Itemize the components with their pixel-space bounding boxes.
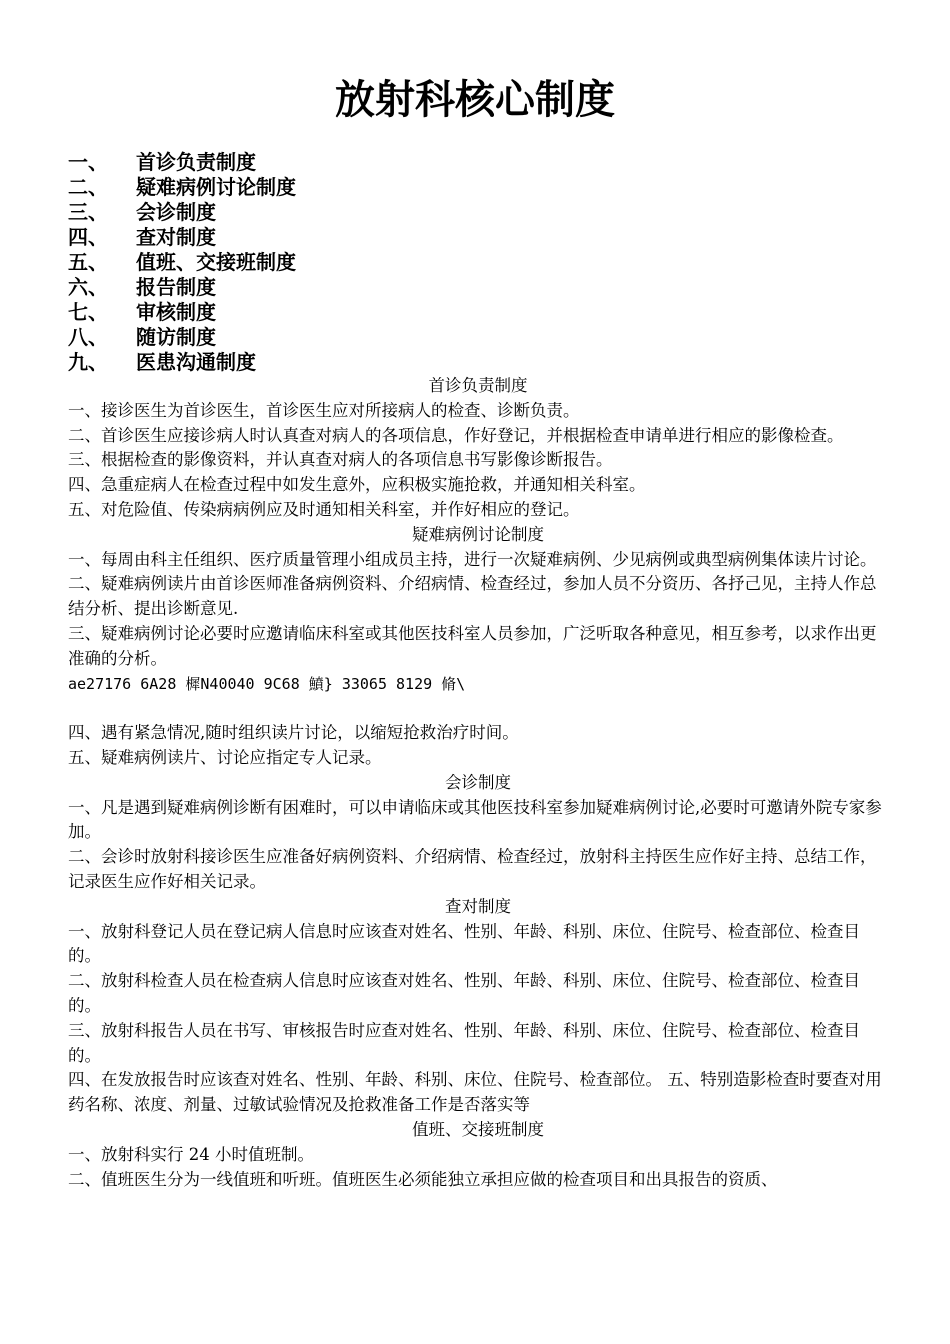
toc-item <box>68 200 296 225</box>
toc-item-number: 一、 <box>68 150 108 174</box>
toc-item-number: 八、 <box>68 325 108 349</box>
toc-item-label: 审核制度 <box>136 300 216 324</box>
toc-item-number: 七、 <box>68 300 108 324</box>
paragraph: 五、对危险值、传染病病例应及时通知相关科室，并作好相应的登记。 <box>68 499 580 519</box>
document-body <box>68 374 888 1192</box>
toc-item-label: 首诊负责制度 <box>136 150 256 174</box>
toc-item <box>68 300 296 325</box>
section-heading: 值班、交接班制度 <box>412 1119 544 1139</box>
section-duty <box>68 1118 888 1192</box>
paragraph: 二、放射科检查人员在检查病人信息时应该查对姓名、性别、年龄、科别、床位、住院号、检查部位、检查目的。 <box>68 971 860 1015</box>
paragraph: 四、急重症病人在检查过程中如发生意外，应积极实施抢救，并通知相关科室。 <box>68 475 646 495</box>
paragraph: 四、遇有紧急情况,随时组织读片讨论，以缩短抢救治疗时间。 <box>68 723 519 743</box>
paragraph: 一、放射科实行 24 小时值班制。 <box>68 1144 314 1164</box>
paragraph: 五、疑难病例读片、讨论应指定专人记录。 <box>68 747 382 767</box>
toc-item-number: 二、 <box>68 175 108 199</box>
toc-item <box>68 150 296 175</box>
toc-item-number: 四、 <box>68 225 108 249</box>
toc-item <box>68 350 296 375</box>
paragraph: 四、在发放报告时应该查对姓名、性别、年龄、科别、床位、住院号、检查部位。 五、特别造影检查时要查对用药名称、浓度、剂量、过敏试验情况及抢救准备工作是否落实等 <box>68 1070 882 1115</box>
toc-item-number: 六、 <box>68 275 108 299</box>
section-verification <box>68 895 888 1118</box>
paragraph: 二、值班医生分为一线值班和听班。值班医生必须能独立承担应做的检查项目和出具报告的资质、 <box>68 1169 778 1189</box>
table-of-contents <box>68 150 296 375</box>
paragraph: 三、放射科报告人员在书写、审核报告时应查对姓名、性别、年龄、科别、床位、住院号、检查部位、检查目的。 <box>68 1020 860 1065</box>
encoded-text-line: ae27176 6A28 樨N40040 9C68 鱝} 33065 8129 脩\ <box>68 674 466 693</box>
paragraph: 一、每周由科主任组织、医疗质量管理小组成员主持，进行一次疑难病例、少见病例或典型病例集体读片讨论。 <box>68 549 877 569</box>
paragraph: 二、会诊时放射科接诊医生应准备好病例资料、介绍病情、检查经过，放射科主持医生应作好主持、总结工作，记录医生应作好相关记录。 <box>68 847 877 891</box>
paragraph: 二、疑难病例读片由首诊医师准备病例资料、介绍病情、检查经过，参加人员不分资历、各抒己见，主持人作总结分析、提出诊断意见. <box>68 574 877 619</box>
paragraph: 三、根据检查的影像资料，并认真查对病人的各项信息书写影像诊断报告。 <box>68 450 613 470</box>
toc-item-label: 值班、交接班制度 <box>136 250 296 274</box>
toc-item-label: 疑难病例讨论制度 <box>136 175 296 199</box>
paragraph: 三、疑难病例讨论必要时应邀请临床科室或其他医技科室人员参加，广泛听取各种意见，相互参考，以求作出更准确的分析。 <box>68 623 877 668</box>
section-consultation <box>68 771 888 895</box>
section-first-visit <box>68 374 888 523</box>
toc-item-label: 医患沟通制度 <box>136 350 256 374</box>
blank-line <box>68 696 888 721</box>
toc-item-number: 三、 <box>68 200 108 224</box>
paragraph: 二、首诊医生应接诊病人时认真查对病人的各项信息，作好登记，并根据检查申请单进行相应的影像检查。 <box>68 425 844 445</box>
toc-item-number: 五、 <box>68 250 108 274</box>
toc-item-label: 随访制度 <box>136 325 216 349</box>
section-difficult-case <box>68 523 888 771</box>
section-heading: 会诊制度 <box>445 772 511 792</box>
toc-item <box>68 275 296 300</box>
section-heading: 查对制度 <box>445 896 511 916</box>
toc-item-number: 九、 <box>68 350 108 374</box>
paragraph: 一、放射科登记人员在登记病人信息时应该查对姓名、性别、年龄、科别、床位、住院号、检查部位、检查目的。 <box>68 921 860 966</box>
toc-item <box>68 325 296 350</box>
paragraph: 一、凡是遇到疑难病例诊断有困难时，可以申请临床或其他医技科室参加疑难病例讨论,必要时可邀请外院专家参加。 <box>68 797 882 842</box>
document-title: 放射科核心制度 <box>335 76 615 123</box>
toc-item <box>68 250 296 275</box>
toc-item-label: 查对制度 <box>136 225 216 249</box>
toc-item-label: 报告制度 <box>136 275 216 299</box>
section-heading: 疑难病例讨论制度 <box>412 524 544 544</box>
toc-item-label: 会诊制度 <box>136 200 216 224</box>
toc-item <box>68 175 296 200</box>
section-heading: 首诊负责制度 <box>428 376 528 395</box>
toc-item <box>68 225 296 250</box>
paragraph: 一、接诊医生为首诊医生，首诊医生应对所接病人的检查、诊断负责。 <box>68 400 580 420</box>
